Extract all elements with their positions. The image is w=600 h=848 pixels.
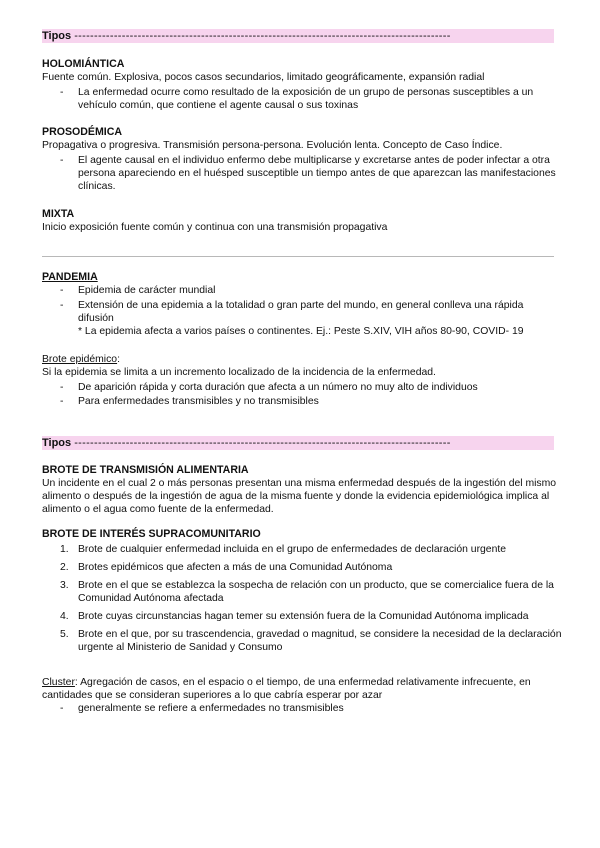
list-item: - La enfermedad ocurre como resultado de la exposición de un grupo de personas susceptibles a un vehículo común, que contiene el agente causal o sus toxinas bbox=[60, 87, 534, 111]
cluster-section bbox=[42, 676, 562, 717]
list-item: 5. Brote en el que, por su trascendencia, gravedad o magnitud, se considere la necesidad de la declaración urgente al Ministerio de Sanidad y Consumo bbox=[60, 629, 562, 653]
brote-list bbox=[42, 381, 562, 408]
section-band-tipos bbox=[42, 29, 554, 43]
brote-heading: Brote epidémico: bbox=[42, 354, 120, 365]
prosodemica-desc: Propagativa o progresiva. Transmisión persona-persona. Evolución lenta. Concepto de Caso Índice. bbox=[42, 140, 503, 151]
band-label: Tipos bbox=[42, 437, 72, 449]
band-dashes: ----------------------------------------------------------------------------------------------- bbox=[74, 437, 451, 449]
list-item: - De aparición rápida y corta duración que afecta a un número no muy alto de individuos bbox=[60, 382, 478, 393]
list-item: 4. Brote cuyas circunstancias hagan temer su extensión fuera de la Comunidad Autónoma implicada bbox=[60, 611, 529, 622]
list-item: - Epidemia de carácter mundial bbox=[60, 285, 216, 296]
divider bbox=[42, 256, 554, 257]
prosodemica-section bbox=[42, 126, 562, 195]
alimentaria-title: BROTE DE TRANSMISIÓN ALIMENTARIA bbox=[42, 464, 249, 476]
section-band-tipos-2 bbox=[42, 436, 554, 450]
holomiantica-list bbox=[42, 86, 562, 112]
band-dashes: ----------------------------------------------------------------------------------------------- bbox=[74, 30, 451, 42]
list-item: - El agente causal en el individuo enfermo debe multiplicarse y excretarse antes de poder infectar a otra persona apareciendo en el huésped susceptible un tiempo antes de que aparezcan las manifestaciones clínicas. bbox=[60, 155, 556, 192]
mixta-section bbox=[42, 208, 562, 234]
list-item: - generalmente se refiere a enfermedades no transmisibles bbox=[60, 703, 344, 714]
alimentaria-desc: Un incidente en el cual 2 o más personas presentan una misma enfermedad después de la ingestión del mismo alimento o después de la ingestión de agua de la misma fuente y donde la evidencia epidemiológica implica al alimento o el agua como fuente de la enfermedad. bbox=[42, 478, 557, 515]
pandemia-list bbox=[42, 284, 562, 338]
brote-title: Brote epidémico bbox=[42, 354, 118, 365]
alimentaria-section bbox=[42, 464, 562, 516]
list-item: 1. Brote de cualquier enfermedad incluida en el grupo de enfermedades de declaración urgente bbox=[60, 544, 507, 555]
prosodemica-list bbox=[42, 154, 562, 193]
cluster-list bbox=[42, 702, 562, 715]
brote-section bbox=[42, 353, 562, 410]
list-item: - Para enfermedades transmisibles y no transmisibles bbox=[60, 396, 319, 407]
prosodemica-title: PROSODÉMICA bbox=[42, 126, 123, 138]
pandemia-title: PANDEMIA bbox=[42, 271, 98, 283]
band-label: Tipos bbox=[42, 30, 72, 42]
pandemia-section bbox=[42, 271, 562, 340]
supracomunitario-section bbox=[42, 528, 562, 659]
list-item: 2. Brotes epidémicos que afecten a más de una Comunidad Autónoma bbox=[60, 562, 393, 573]
supracomunitario-title: BROTE DE INTERÉS SUPRACOMUNITARIO bbox=[42, 528, 261, 540]
mixta-desc: Inicio exposición fuente común y continua con una transmisión propagativa bbox=[42, 222, 388, 233]
holomiantica-title: HOLOMIÁNTICA bbox=[42, 58, 125, 70]
list-item: - Extensión de una epidemia a la totalidad o gran parte del mundo, en general conlleva una rápida difusión * La epidemia afecta a varios países o continentes. Ej.: Peste S.XIV, VIH años 80-90, COVID- 19 bbox=[60, 300, 524, 337]
supracomunitario-list bbox=[42, 543, 562, 654]
brote-desc: Si la epidemia se limita a un incremento localizado de la incidencia de la enfermedad. bbox=[42, 367, 436, 378]
mixta-title: MIXTA bbox=[42, 208, 75, 220]
cluster-desc: Cluster: Agregación de casos, en el espacio o el tiempo, de una enfermedad relativamente infrecuente, en cantidades que se consideran superiores a lo que cabría esperar por azar bbox=[42, 677, 531, 701]
list-item: 3. Brote en el que se establezca la sospecha de relación con un producto, que se comercialice fuera de la Comunidad Autónoma afectada bbox=[60, 580, 554, 604]
cluster-term: Cluster bbox=[42, 677, 75, 688]
holomiantica-section bbox=[42, 58, 562, 114]
holomiantica-desc: Fuente común. Explosiva, pocos casos secundarios, limitado geográficamente, expansión radial bbox=[42, 72, 485, 83]
pandemia-note: * La epidemia afecta a varios países o continentes. Ej.: Peste S.XIV, VIH años 80-90, COVID- 19 bbox=[78, 326, 524, 337]
